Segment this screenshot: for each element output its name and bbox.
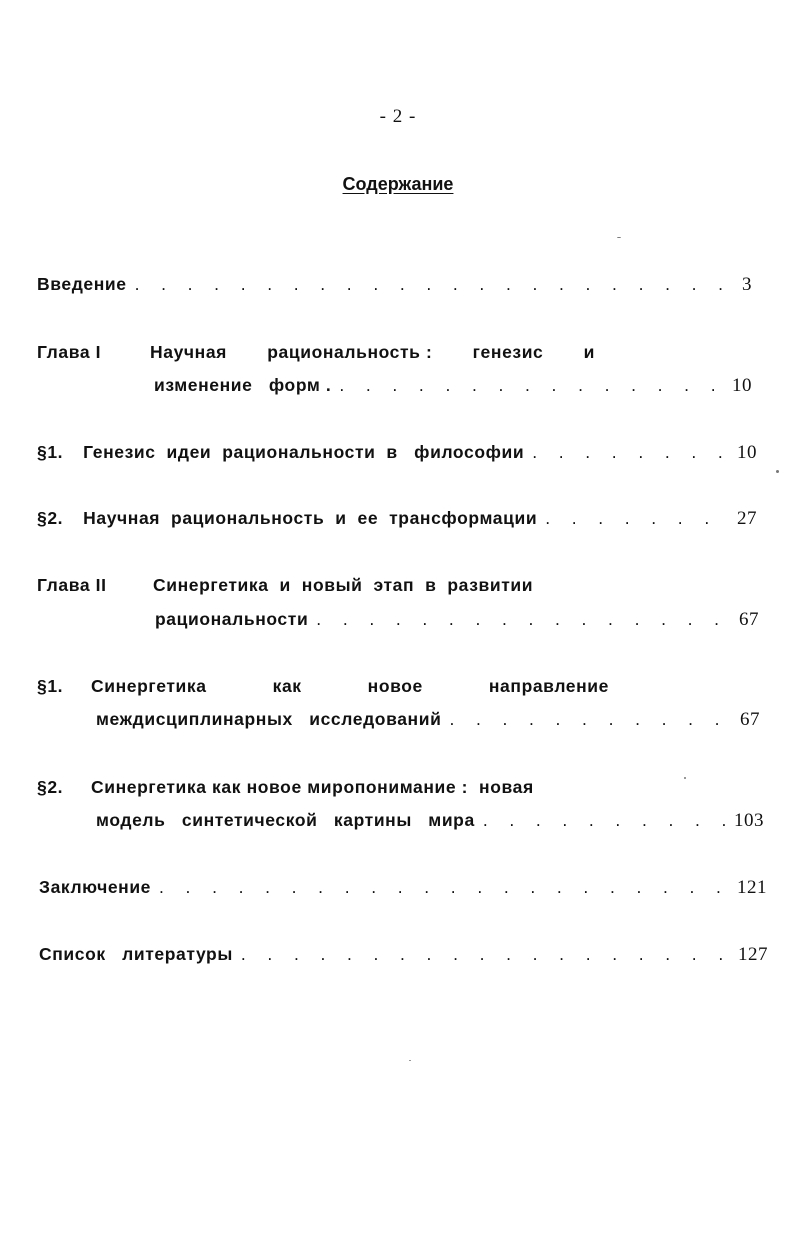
section-word: Синергетика (91, 676, 207, 696)
chapter-1-word: и (583, 342, 595, 362)
section-label: §2. (37, 777, 64, 797)
chapter-1-title-line1 (150, 342, 595, 363)
toc-entry-page: 67 (739, 609, 759, 630)
scan-speck (409, 1060, 411, 1061)
leader-dots (545, 508, 729, 529)
leader-dots (532, 442, 729, 463)
section-2-2-title-line1: Синергетика как новое миропонимание : новая (91, 777, 534, 797)
leader-dots (241, 944, 730, 965)
chapter-1-title-line2 (154, 375, 752, 397)
toc-entry-page: 27 (737, 508, 757, 529)
toc-entry-page: 103 (734, 810, 764, 831)
scan-speck (684, 777, 686, 779)
leader-dots (483, 810, 726, 831)
chapter-2-title-cont: рациональности (155, 609, 309, 629)
toc-entry-page: 3 (742, 274, 752, 295)
toc-entry-conclusion (39, 877, 767, 899)
toc-entry-section-1-2 (37, 508, 757, 530)
leader-dots (339, 375, 724, 396)
scan-speck (776, 470, 779, 473)
section-2-1-title-line2 (96, 709, 760, 731)
section-title: Научная рациональность и ее трансформации (83, 508, 538, 528)
chapter-2-label: Глава II (37, 575, 107, 595)
toc-entry-label: Заключение (39, 877, 152, 897)
section-label: §2. (37, 508, 64, 528)
toc-entry-intro (37, 274, 752, 296)
section-word: новое (367, 676, 423, 696)
toc-entry-section-1-1 (37, 442, 757, 464)
section-word: как (272, 676, 302, 696)
chapter-1-word: Научная (150, 342, 227, 362)
leader-dots (316, 609, 731, 630)
section-title-cont: модель синтетической картины мира (96, 810, 475, 830)
toc-entry-page: 10 (737, 442, 757, 463)
section-label: §1. (37, 676, 64, 696)
section-title: Генезис идеи рациональности в философии (83, 442, 525, 462)
page-number: - 2 - (379, 106, 417, 127)
section-title-cont: междисциплинарных исследований (96, 709, 442, 729)
leader-dots (449, 709, 732, 730)
chapter-1-word: рациональность : (267, 342, 433, 362)
toc-entry-page: 127 (738, 944, 768, 965)
section-word: направление (488, 676, 609, 696)
chapter-1-title-cont: изменение форм . (154, 375, 332, 395)
section-2-2-title-line2 (96, 810, 764, 832)
toc-entry-bibliography (39, 944, 768, 966)
toc-entry-page: 67 (740, 709, 760, 730)
toc-entry-label: Список литературы (39, 944, 233, 964)
chapter-1-label: Глава I (37, 342, 102, 362)
toc-title: Содержание (342, 174, 454, 194)
toc-entry-label: Введение (37, 274, 127, 294)
section-label: §1. (37, 442, 64, 462)
leader-dots (135, 274, 734, 295)
scan-speck (617, 237, 621, 238)
chapter-2-title-line2 (155, 609, 759, 631)
toc-entry-page: 121 (737, 877, 767, 898)
chapter-1-word: генезис (472, 342, 544, 362)
toc-entry-page: 10 (732, 375, 752, 396)
chapter-2-title-line1: Синергетика и новый этап в развитии (153, 575, 534, 595)
section-2-1-title-line1 (91, 676, 609, 697)
leader-dots (159, 877, 729, 898)
